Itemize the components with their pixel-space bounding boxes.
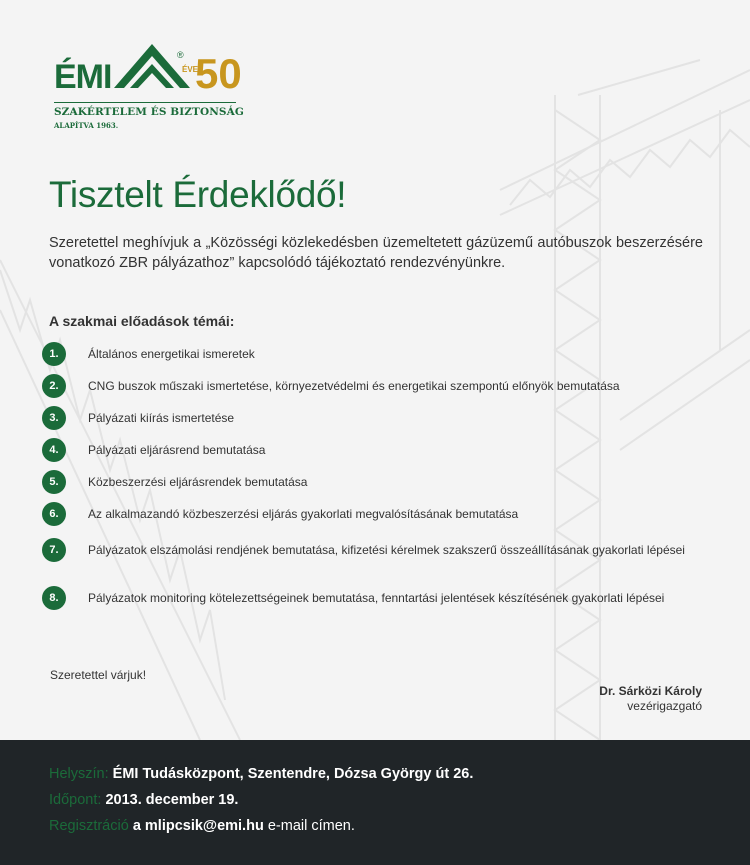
topic-text: Pályázati eljárásrend bemutatása: [88, 443, 266, 457]
topic-number-badge: 1.: [42, 342, 66, 366]
event-details-footer: [0, 740, 750, 865]
location-value: ÉMI Tudásközpont, Szentendre, Dózsa György út 26.: [112, 766, 474, 782]
emi-50-logo-mark: [54, 40, 244, 100]
logo-founded-year: ALAPÍTVA 1963.: [54, 121, 119, 130]
logo-anniversary-number: 50: [195, 50, 242, 97]
registration-line: [49, 818, 355, 834]
date-label: Időpont:: [49, 792, 102, 808]
logo-divider: [54, 102, 236, 103]
topic-number-badge: 3.: [42, 406, 66, 430]
topic-text: Pályázatok monitoring kötelezettségeinek bemutatása, fenntartási jelentések készítésének gyakorlati lépései: [88, 591, 665, 605]
topic-number-badge: 7.: [42, 538, 66, 562]
signature-block: [599, 684, 702, 714]
greeting-heading: Tisztelt Érdeklődő!: [49, 174, 347, 215]
logo-tagline: SZAKÉRTELEM ÉS BIZTONSÁG: [54, 106, 244, 118]
invitation-intro: Szeretettel meghívjuk a „Közösségi közlekedésben üzemeltetett gázüzemű autóbuszok beszerzésére vonatkozó ZBR pályázathoz” kapcsolódó tájékoztató rendezvényünkre.: [49, 235, 703, 271]
topic-number-badge: 6.: [42, 502, 66, 526]
topic-number-badge: 2.: [42, 374, 66, 398]
emi-logo: [54, 40, 244, 140]
location-label: Helyszín:: [49, 766, 109, 782]
topic-number-badge: 4.: [42, 438, 66, 462]
location-line: [49, 766, 473, 782]
topic-text: Pályázatok elszámolási rendjének bemutatása, kifizetési kérelmek szakszerű összeállításának gyakorlati lépései: [88, 543, 685, 557]
topic-text: Az alkalmazandó közbeszerzési eljárás gyakorlati megvalósításának bemutatása: [88, 507, 519, 521]
logo-registered-mark: ®: [177, 50, 184, 60]
registration-label: Regisztráció: [49, 818, 129, 834]
signer-name: Dr. Sárközi Károly: [599, 684, 702, 698]
closing-text: Szeretettel várjuk!: [50, 668, 147, 682]
date-line: [49, 792, 238, 808]
topic-number-badge: 5.: [42, 470, 66, 494]
registration-suffix: e-mail címen.: [267, 818, 355, 834]
logo-anniversary-word: ÉVE: [182, 65, 199, 74]
registration-email-link[interactable]: a mlipcsik@emi.hu: [132, 818, 264, 834]
date-value: 2013. december 19.: [105, 792, 239, 808]
topic-text: CNG buszok műszaki ismertetése, környezetvédelmi és energetikai szempontú előnyök bemutatása: [88, 379, 620, 393]
topic-text: Általános energetikai ismeretek: [88, 347, 255, 361]
logo-brand-text: ÉMI: [54, 58, 112, 96]
topics-title: A szakmai előadások témái:: [49, 313, 235, 329]
topic-number-badge: 8.: [42, 586, 66, 610]
topic-text: Pályázati kiírás ismertetése: [88, 411, 235, 425]
topic-text: Közbeszerzési eljárásrendek bemutatása: [88, 475, 308, 489]
signer-title: vezérigazgató: [627, 699, 702, 713]
